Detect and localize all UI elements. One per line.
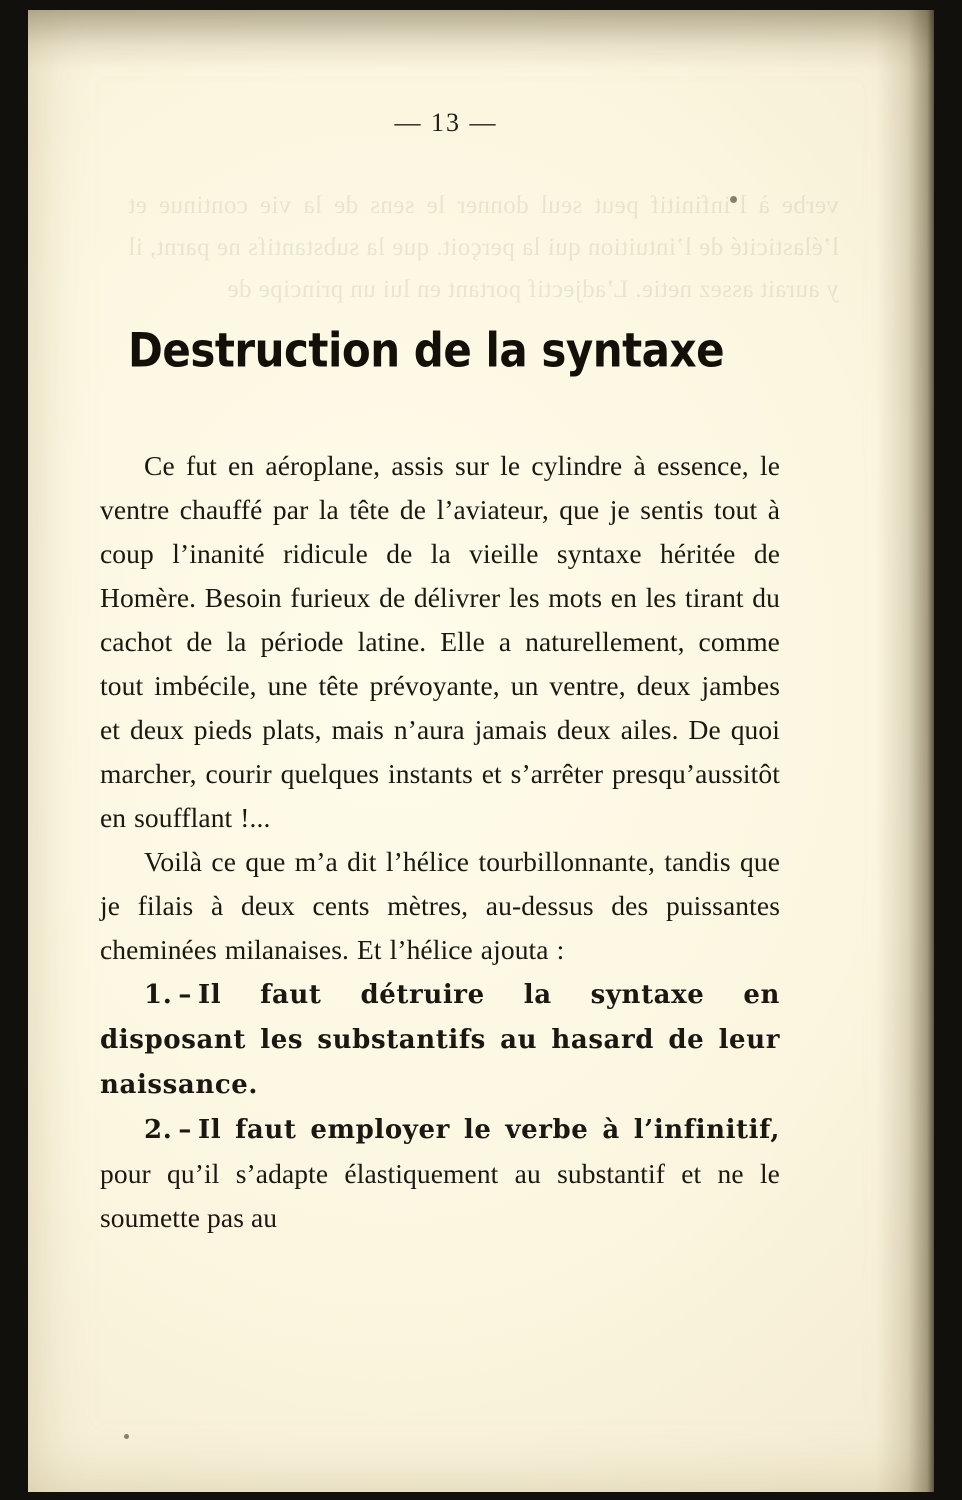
item-number: 2.	[144, 1115, 173, 1145]
paragraph	[100, 444, 780, 840]
item-dash: –	[178, 1115, 192, 1145]
item-number: 1.	[144, 980, 173, 1010]
paragraph	[100, 840, 780, 972]
item-plain-text: pour qu’il s’adapte élastiquement au substantif et ne le soumette pas au	[100, 1158, 780, 1233]
verso-showthrough-text: verbe à l’infinitif peut seul donner le sens de la vie continue et l’élasticité de l’intuition qui la perçoit. que la substantifs ne parnt, il y aurait assez netie. L’adjectif portant en lui un principe de	[128, 192, 839, 303]
item-bold-text: Il faut employer le verbe à l’infinitif,	[197, 1115, 780, 1145]
paragraph-text: Voilà ce que m’a dit l’hélice tourbillonnante, tandis que je filais à deux cents mètres, au-dessus des puissantes cheminées milanaises. Et l’hélice ajouta :	[100, 846, 780, 965]
item-dash: –	[178, 980, 192, 1010]
page-number: — 13 —	[394, 108, 498, 137]
page-title: Destruction de la syntaxe	[128, 323, 725, 378]
item-bold-text: Il faut détruire la syntaxe en disposant les substantifs au hasard de leur naissance.	[100, 980, 780, 1100]
paragraph-text: Ce fut en aéroplane, assis sur le cylindre à essence, le ventre chauffé par la tête de l’aviateur, que je sentis tout à coup l’inanité ridicule de la vieille syntaxe héritée de Homère. Besoin furieux de délivrer les mots en les tirant du cachot de la période latine. Elle a naturellement, comme tout imbécile, une tête prévoyante, un ventre, deux jambes et deux pieds plats, mais n’aura jamais deux ailes. De quoi marcher, courir quelques instants et s’arrêter presqu’aussitôt en soufflant !...	[100, 450, 780, 833]
page-text-block	[100, 80, 780, 1240]
book-page	[28, 10, 934, 1492]
scan-speck	[124, 1434, 129, 1439]
numbered-item	[100, 972, 780, 1107]
numbered-item	[100, 1107, 780, 1240]
